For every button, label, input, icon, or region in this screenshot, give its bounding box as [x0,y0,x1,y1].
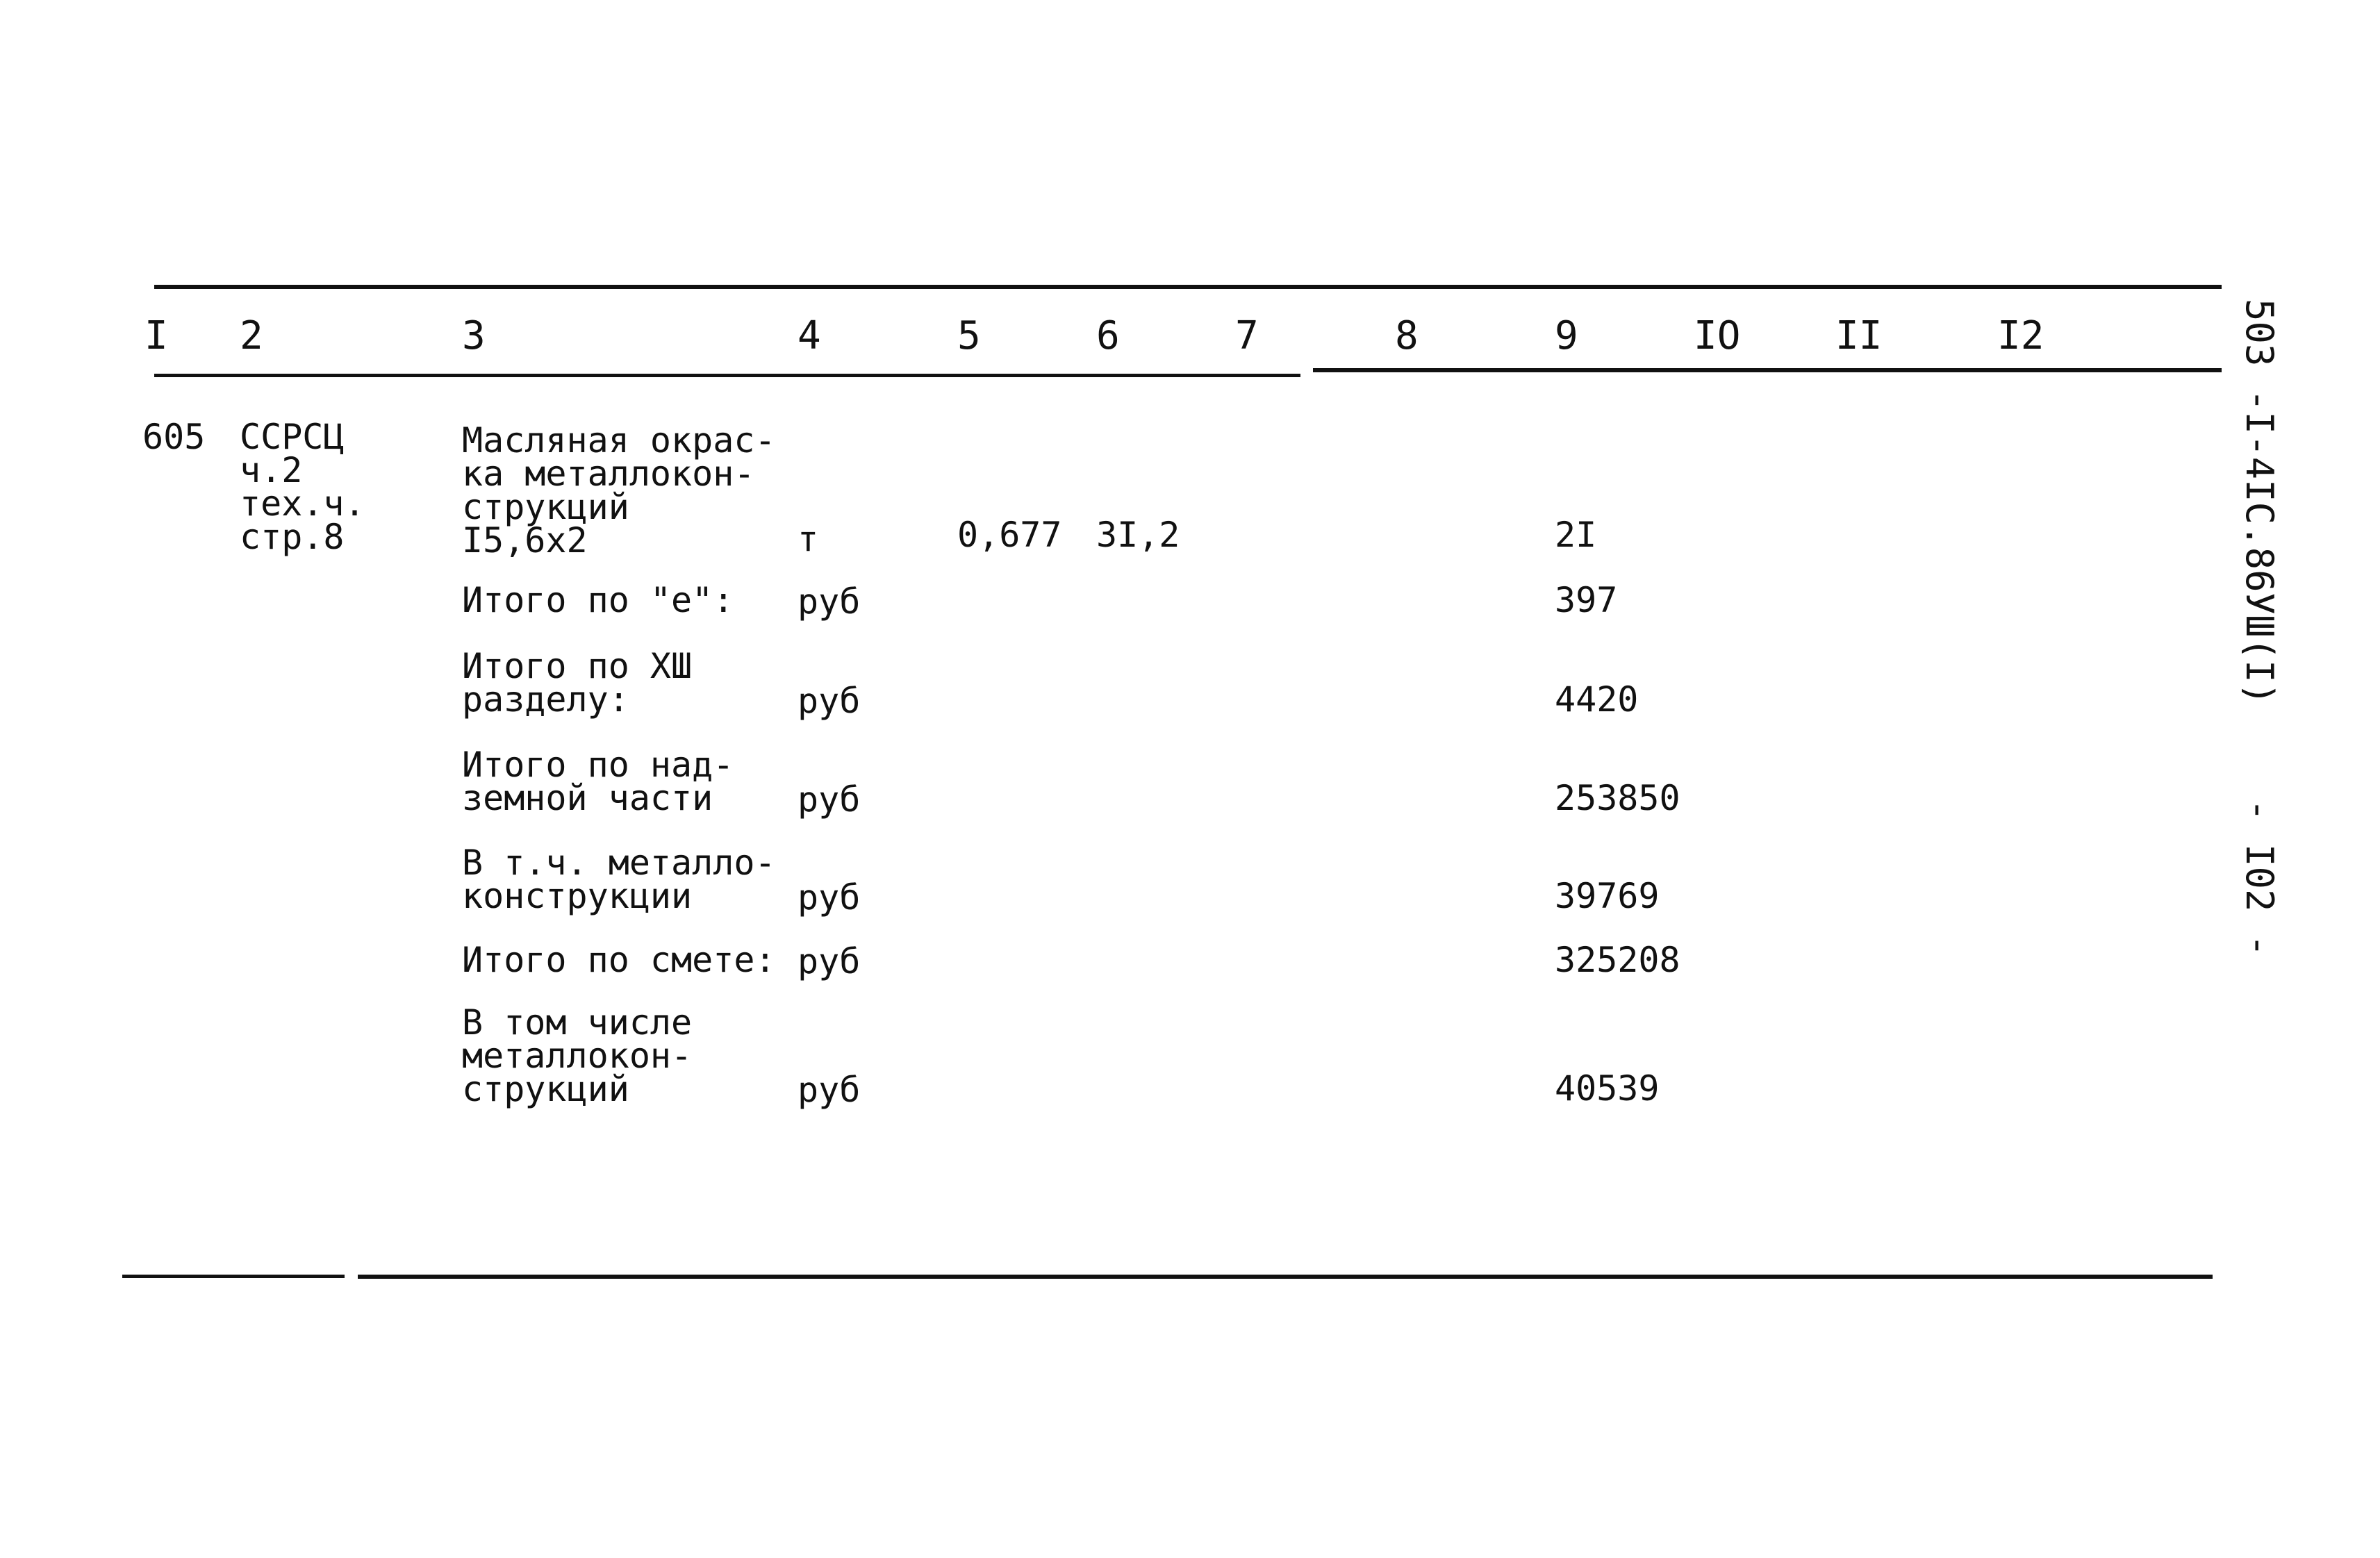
metal-structures-unit: руб [798,877,861,918]
row-col5-value: 0,677 [957,515,1062,555]
row-unit: т [798,519,819,559]
column-header-2: 2 [240,313,263,358]
page-number: - I02 - [2238,799,2281,957]
total-aboveground-unit: руб [798,779,861,820]
table-bottom-rule-left [122,1275,345,1278]
document-code: 503 -I-4IC.86УШ(I) [2238,299,2281,706]
total-e-label: Итого по "е": [462,580,734,620]
total-e-unit: руб [798,581,861,622]
total-section-value: 4420 [1555,679,1639,720]
column-header-11: II [1835,313,1883,358]
column-header-10: IO [1694,313,1741,358]
estimate-total-unit: руб [798,941,861,981]
column-header-12: I2 [1997,313,2044,358]
total-section-unit: руб [798,681,861,721]
total-aboveground-label: Итого по над- земной части [462,745,734,818]
total-section-label: Итого по ХШ разделу: [462,646,693,720]
column-header-9: 9 [1555,313,1578,358]
estimate-total-label: Итого по смете: [462,940,776,980]
column-header-1: I [144,313,168,358]
row-col6-value: 3I,2 [1096,515,1180,555]
metal-structures-label: В т.ч. металло- конструкции [462,843,776,916]
metal-structures-value: 39769 [1555,876,1660,916]
table-top-rule [154,285,2222,289]
estimate-total-value: 325208 [1555,940,1680,980]
header-bottom-rule-right [1313,368,2222,372]
row-col9-value: 2I [1555,515,1597,555]
including-metal-label: В том числе металлокон- струкций [462,1002,693,1109]
including-metal-value: 40539 [1555,1068,1660,1109]
row-description: Масляная окрас- ка металлокон- струкций I5,6x2 [462,420,776,561]
total-e-value: 397 [1555,580,1618,620]
column-header-3: 3 [462,313,486,358]
column-header-7: 7 [1235,313,1259,358]
column-header-8: 8 [1395,313,1419,358]
column-header-6: 6 [1096,313,1120,358]
column-header-5: 5 [957,313,981,358]
header-bottom-rule-left [154,374,1300,377]
row-number: 605 [142,417,206,457]
including-metal-unit: руб [798,1070,861,1110]
column-header-4: 4 [798,313,821,358]
row-source: ССРСЦ ч.2 тех.ч. стр.8 [240,417,365,557]
table-bottom-rule-right [358,1275,2213,1279]
total-aboveground-value: 253850 [1555,778,1680,818]
